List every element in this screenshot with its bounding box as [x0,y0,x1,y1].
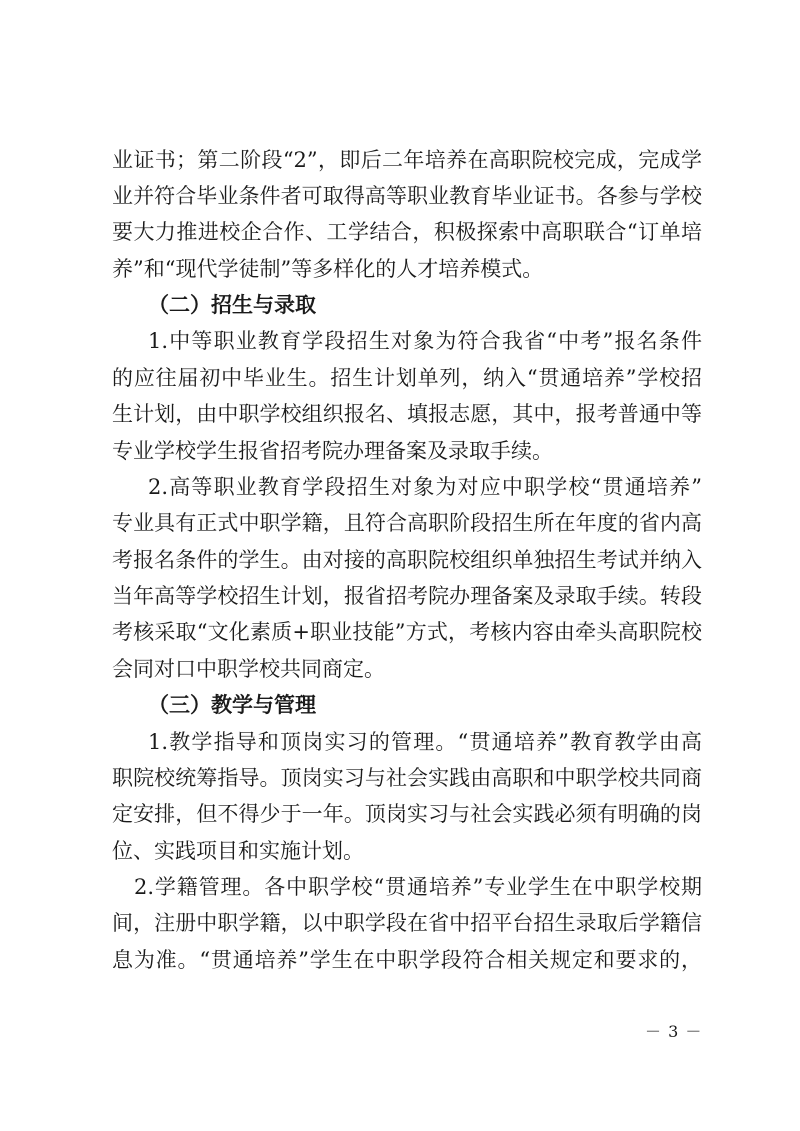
body-line: 的应往届初中毕业生。招生计划单列，纳入“贯通培养”学校招 [112,366,702,390]
body-line: 养”和“现代学徒制”等多样化的人才培养模式。 [112,257,544,281]
body-line: 专业学校学生报省招考院办理备案及录取手续。 [112,439,553,463]
body-line: 考核采取“文化素质+职业技能”方式，考核内容由牵头高职院校 [112,620,702,644]
body-line: 2.学籍管理。各中职学校“贯通培养”专业学生在中职学校期 [134,875,702,899]
section-heading: （三）教学与管理 [148,692,316,717]
body-line: 间，注册中职学籍，以中职学段在省中招平台招生录取后学籍信 [112,911,702,935]
section-heading: （二）招生与录取 [148,292,316,317]
body-line: 考报名条件的学生。由对接的高职院校组织单独招生考试并纳入 [112,548,702,572]
body-line: 会同对口中职学校共同商定。 [112,657,385,681]
body-line: 当年高等学校招生计划，报省招考院办理备案及录取手续。转段 [112,584,702,608]
body-line: 业并符合毕业条件者可取得高等职业教育毕业证书。各参与学校 [112,184,702,208]
body-line: 专业具有正式中职学籍，且符合高职阶段招生所在年度的省内高 [112,511,702,535]
body-line: 2.高等职业教育学段招生对象为对应中职学校“贯通培养” [148,475,702,499]
body-line: 定安排，但不得少于一年。顶岗实习与社会实践必须有明确的岗 [112,802,702,826]
body-line: 1.教学指导和顶岗实习的管理。“贯通培养”教育教学由高 [148,730,702,754]
body-line: 业证书；第二阶段“2”，即后二年培养在高职院校完成，完成学 [112,148,702,172]
body-line: 息为准。“贯通培养”学生在中职学段符合相关规定和要求的， [112,948,702,972]
body-line: 要大力推进校企合作、工学结合，积极探索中高职联合“订单培 [112,220,702,244]
body-line: 职院校统筹指导。顶岗实习与社会实践由高职和中职学校共同商 [112,766,702,790]
body-line: 生计划，由中职学校组织报名、填报志愿，其中，报考普通中等 [112,402,702,426]
page-number: － 3 － [645,1022,703,1041]
body-line: 1.中等职业教育学段招生对象为符合我省“中考”报名条件 [148,329,702,353]
body-line: 位、实践项目和实施计划。 [112,839,364,863]
